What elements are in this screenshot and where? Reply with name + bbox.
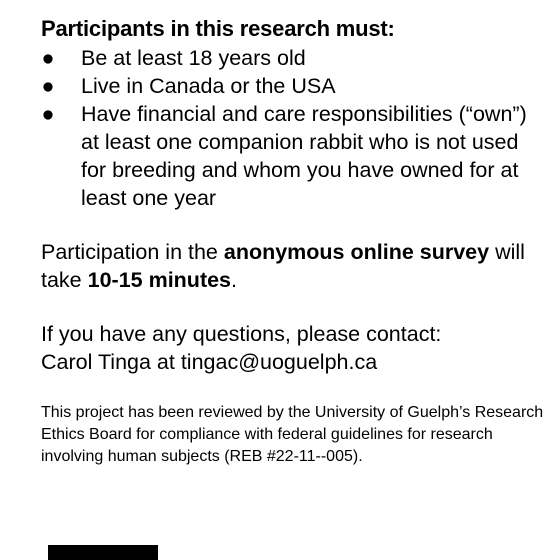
bullet-icon: ● [41, 46, 55, 70]
requirement-location: Live in Canada or the USA [81, 74, 336, 98]
bullet-icon: ● [41, 74, 55, 98]
contact-name-email: Carol Tinga at tingac@uoguelph.ca [41, 350, 378, 374]
survey-suffix: . [231, 268, 238, 292]
bullet-icon: ● [41, 102, 55, 126]
requirement-age: Be at least 18 years old [81, 46, 306, 70]
survey-prefix: Participation in the [41, 240, 224, 264]
eligibility-list [41, 44, 546, 212]
contact-info [41, 320, 546, 376]
survey-middle: will take [41, 240, 525, 292]
ethics-note: This project has been reviewed by the University of Guelph’s Research Ethics Board for compliance with federal guidelines for research involving human subjects (REB #22-11--005). [41, 404, 544, 465]
survey-info [41, 238, 546, 294]
list-item [41, 44, 546, 72]
list-item [41, 72, 546, 100]
survey-duration: 10-15 minutes [87, 268, 232, 292]
survey-type: anonymous online survey [223, 240, 490, 264]
list-item [41, 100, 546, 212]
eligibility-heading: Participants in this research must: [41, 16, 395, 41]
flyer-content [41, 14, 546, 468]
contact-prompt: If you have any questions, please contact: [41, 322, 442, 346]
black-bar [48, 545, 158, 560]
requirement-rabbit-ownership: Have financial and care responsibilities (“own”) at least one companion rabbit who is not used for breeding and whom you have owned for at least one year [81, 102, 527, 210]
